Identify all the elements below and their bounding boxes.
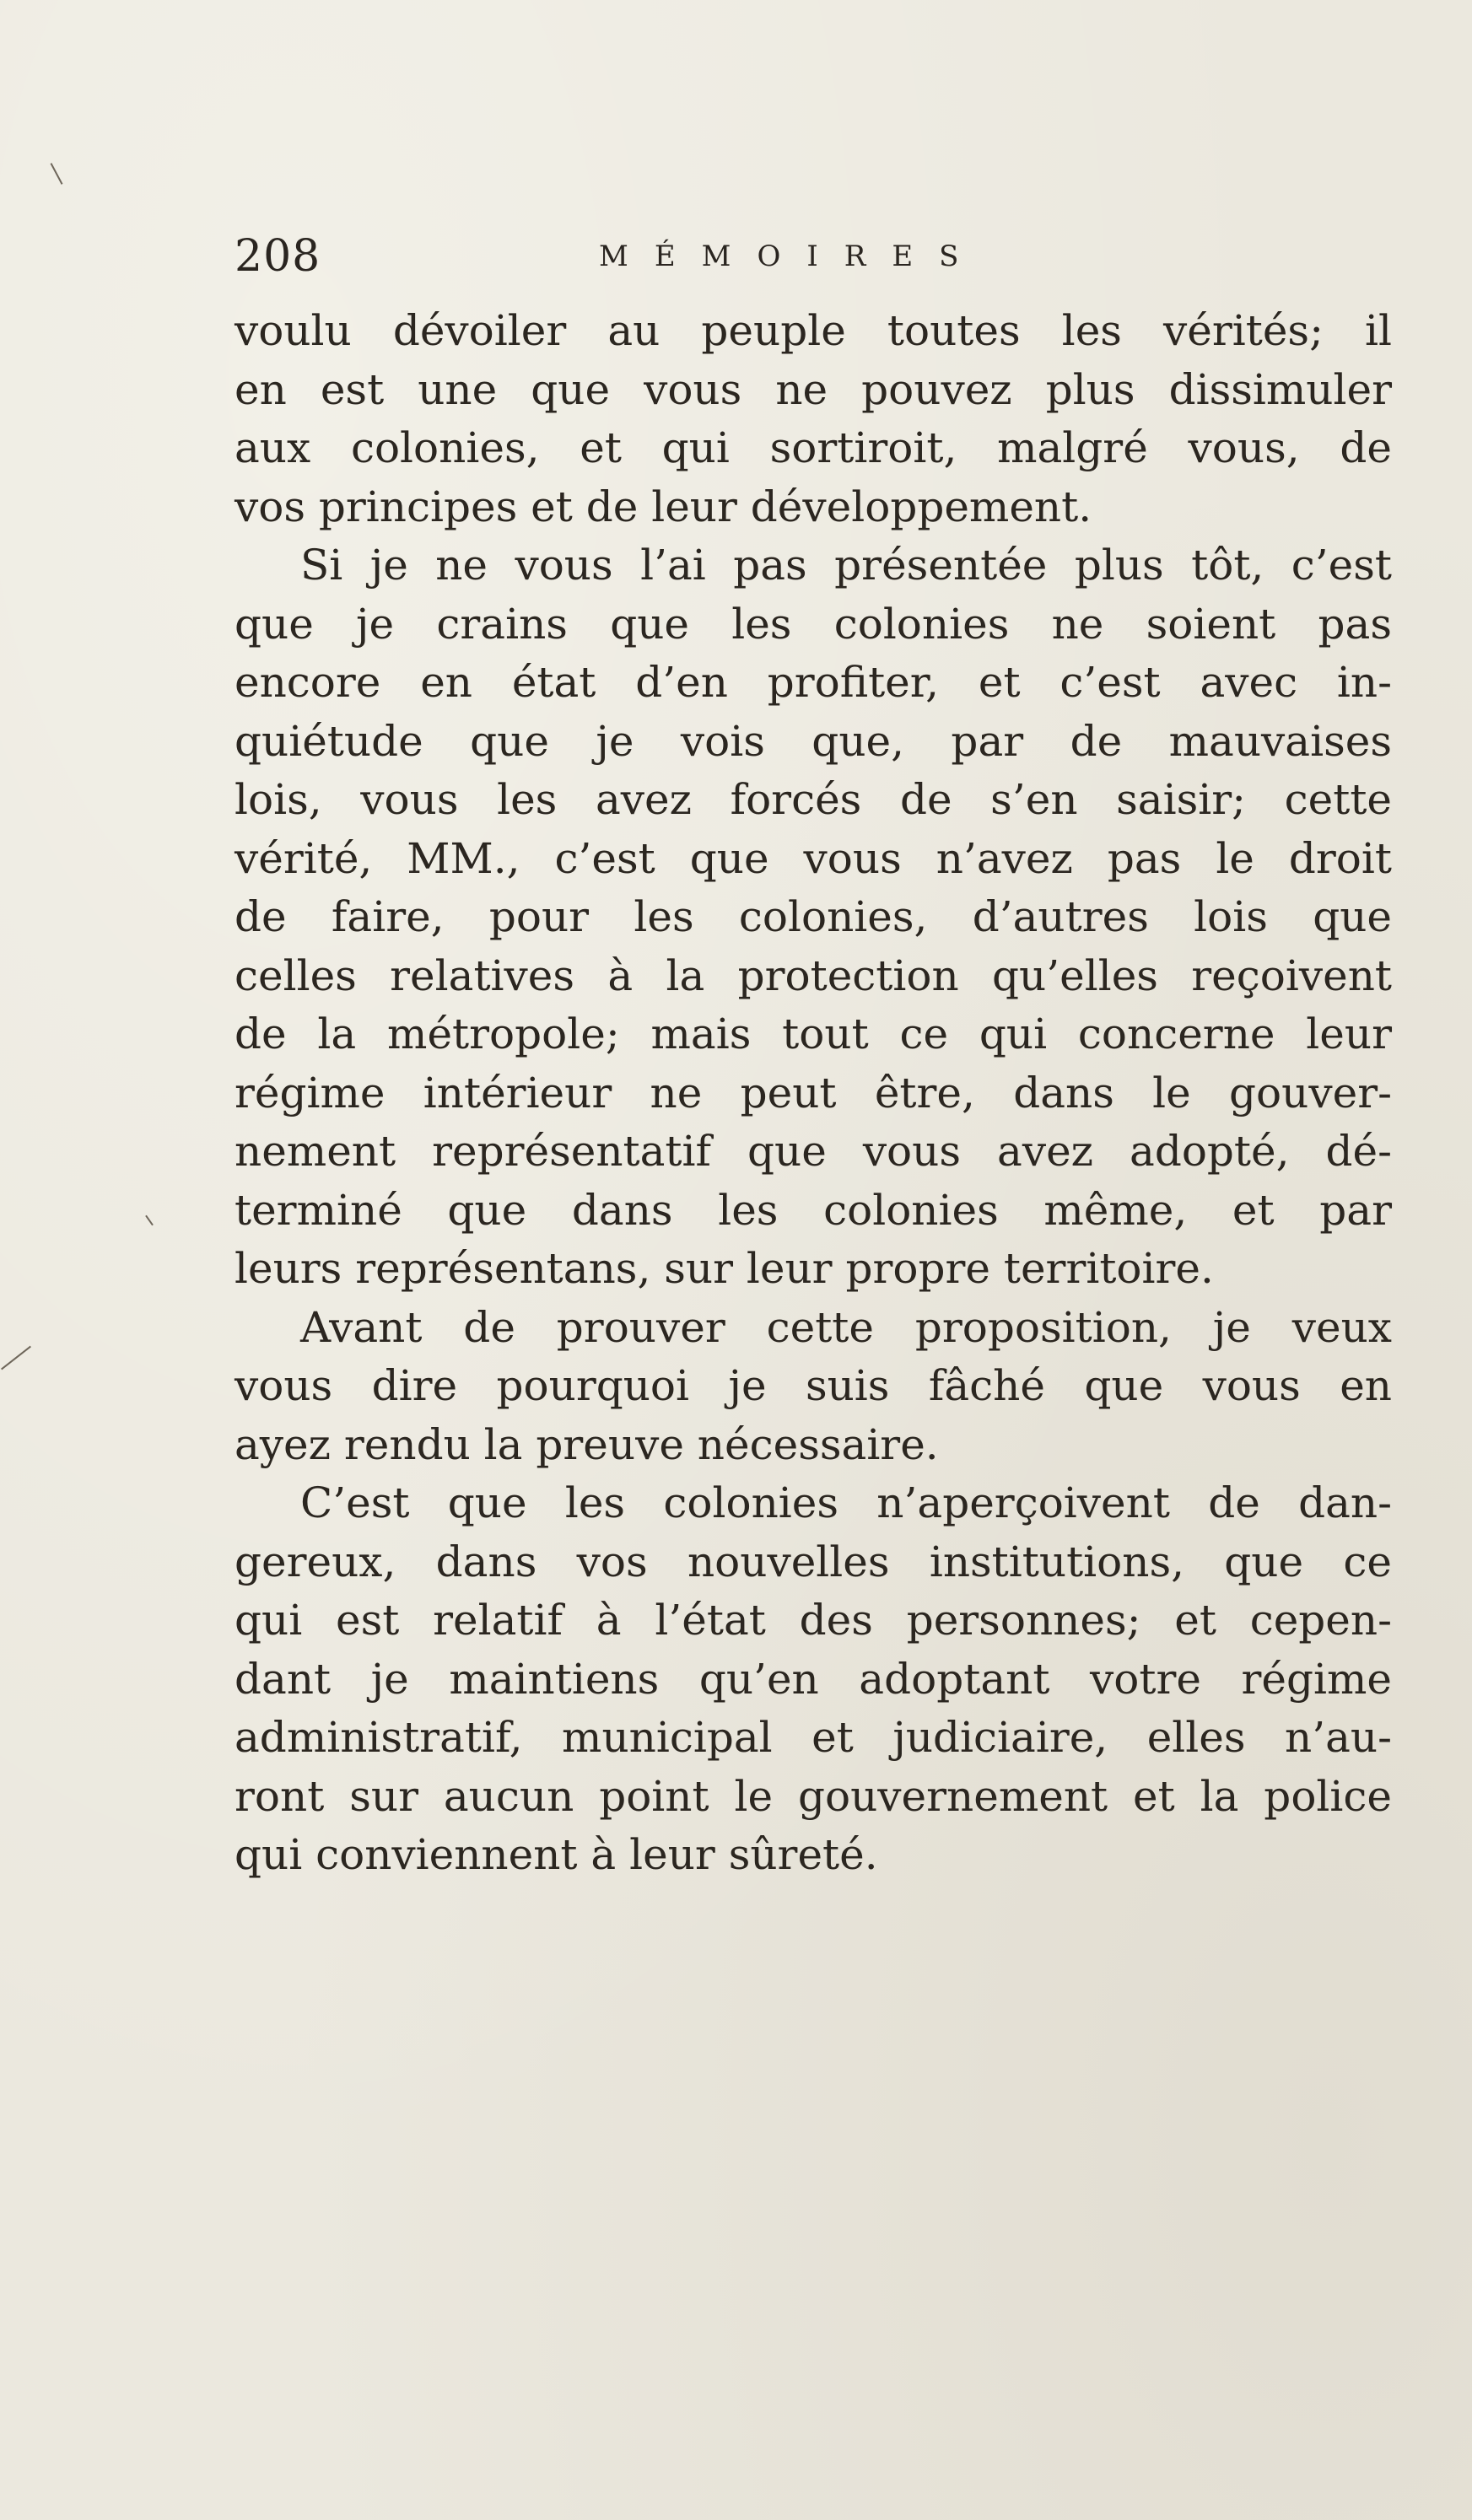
text-line: aux colonies, et qui sortiroit, malgré vous, de <box>235 423 1392 472</box>
text-line: que je crains que les colonies ne soient pas <box>235 599 1392 649</box>
text-line: qui conviennent à leur sûreté. <box>235 1830 878 1879</box>
text-line: leurs représentans, sur leur propre territoire. <box>235 1244 1214 1293</box>
text-line: voulu dévoiler au peuple toutes les vérités; il <box>235 306 1392 355</box>
page-number: 208 <box>235 231 321 282</box>
text-line: en est une que vous ne pouvez plus dissimuler <box>235 364 1392 414</box>
text-line: terminé que dans les colonies même, et par <box>235 1185 1392 1235</box>
text-line: ayez rendu la preuve nécessaire. <box>235 1419 939 1469</box>
text-line: de faire, pour les colonies, d’autres lois que <box>235 892 1392 941</box>
margin-mark <box>51 163 63 185</box>
text-line: lois, vous les avez forcés de s’en saisir; cette <box>235 775 1392 824</box>
text-line: vérité, MM., c’est que vous n’avez pas le droit <box>235 833 1392 883</box>
text-line: quiétude que je vois que, par de mauvaises <box>235 716 1392 766</box>
margin-mark <box>1 1346 31 1370</box>
text-line: administratif, municipal et judiciaire, elles n’au- <box>235 1713 1392 1762</box>
body-text <box>235 302 1392 1885</box>
page-header <box>235 226 1392 293</box>
running-title: MÉMOIRES <box>599 240 985 273</box>
text-line: Avant de prouver cette proposition, je veux <box>300 1302 1392 1352</box>
text-line: vous dire pourquoi je suis fâché que vous en <box>235 1361 1392 1410</box>
text-line: de la métropole; mais tout ce qui concerne leur <box>235 1010 1392 1058</box>
text-line: encore en état d’en profiter, et c’est avec in- <box>235 658 1392 707</box>
text-line: C’est que les colonies n’aperçoivent de dan- <box>300 1478 1392 1527</box>
text-line: celles relatives à la protection qu’elles reçoivent <box>235 950 1392 1000</box>
text-line: qui est relatif à l’état des personnes; et cepen- <box>235 1596 1392 1645</box>
text-line: vos principes et de leur développement. <box>235 482 1092 531</box>
text-line: nement représentatif que vous avez adopté, dé- <box>235 1127 1392 1176</box>
margin-mark <box>145 1215 154 1226</box>
text-line: régime intérieur ne peut être, dans le gouver- <box>235 1068 1392 1117</box>
text-line: gereux, dans vos nouvelles institutions, que ce <box>235 1537 1392 1586</box>
text-line: ront sur aucun point le gouvernement et la police <box>235 1771 1392 1821</box>
text-line: Si je ne vous l’ai pas présentée plus tôt, c’est <box>300 541 1392 590</box>
text-line: dant je maintiens qu’en adoptant votre régime <box>235 1654 1392 1704</box>
